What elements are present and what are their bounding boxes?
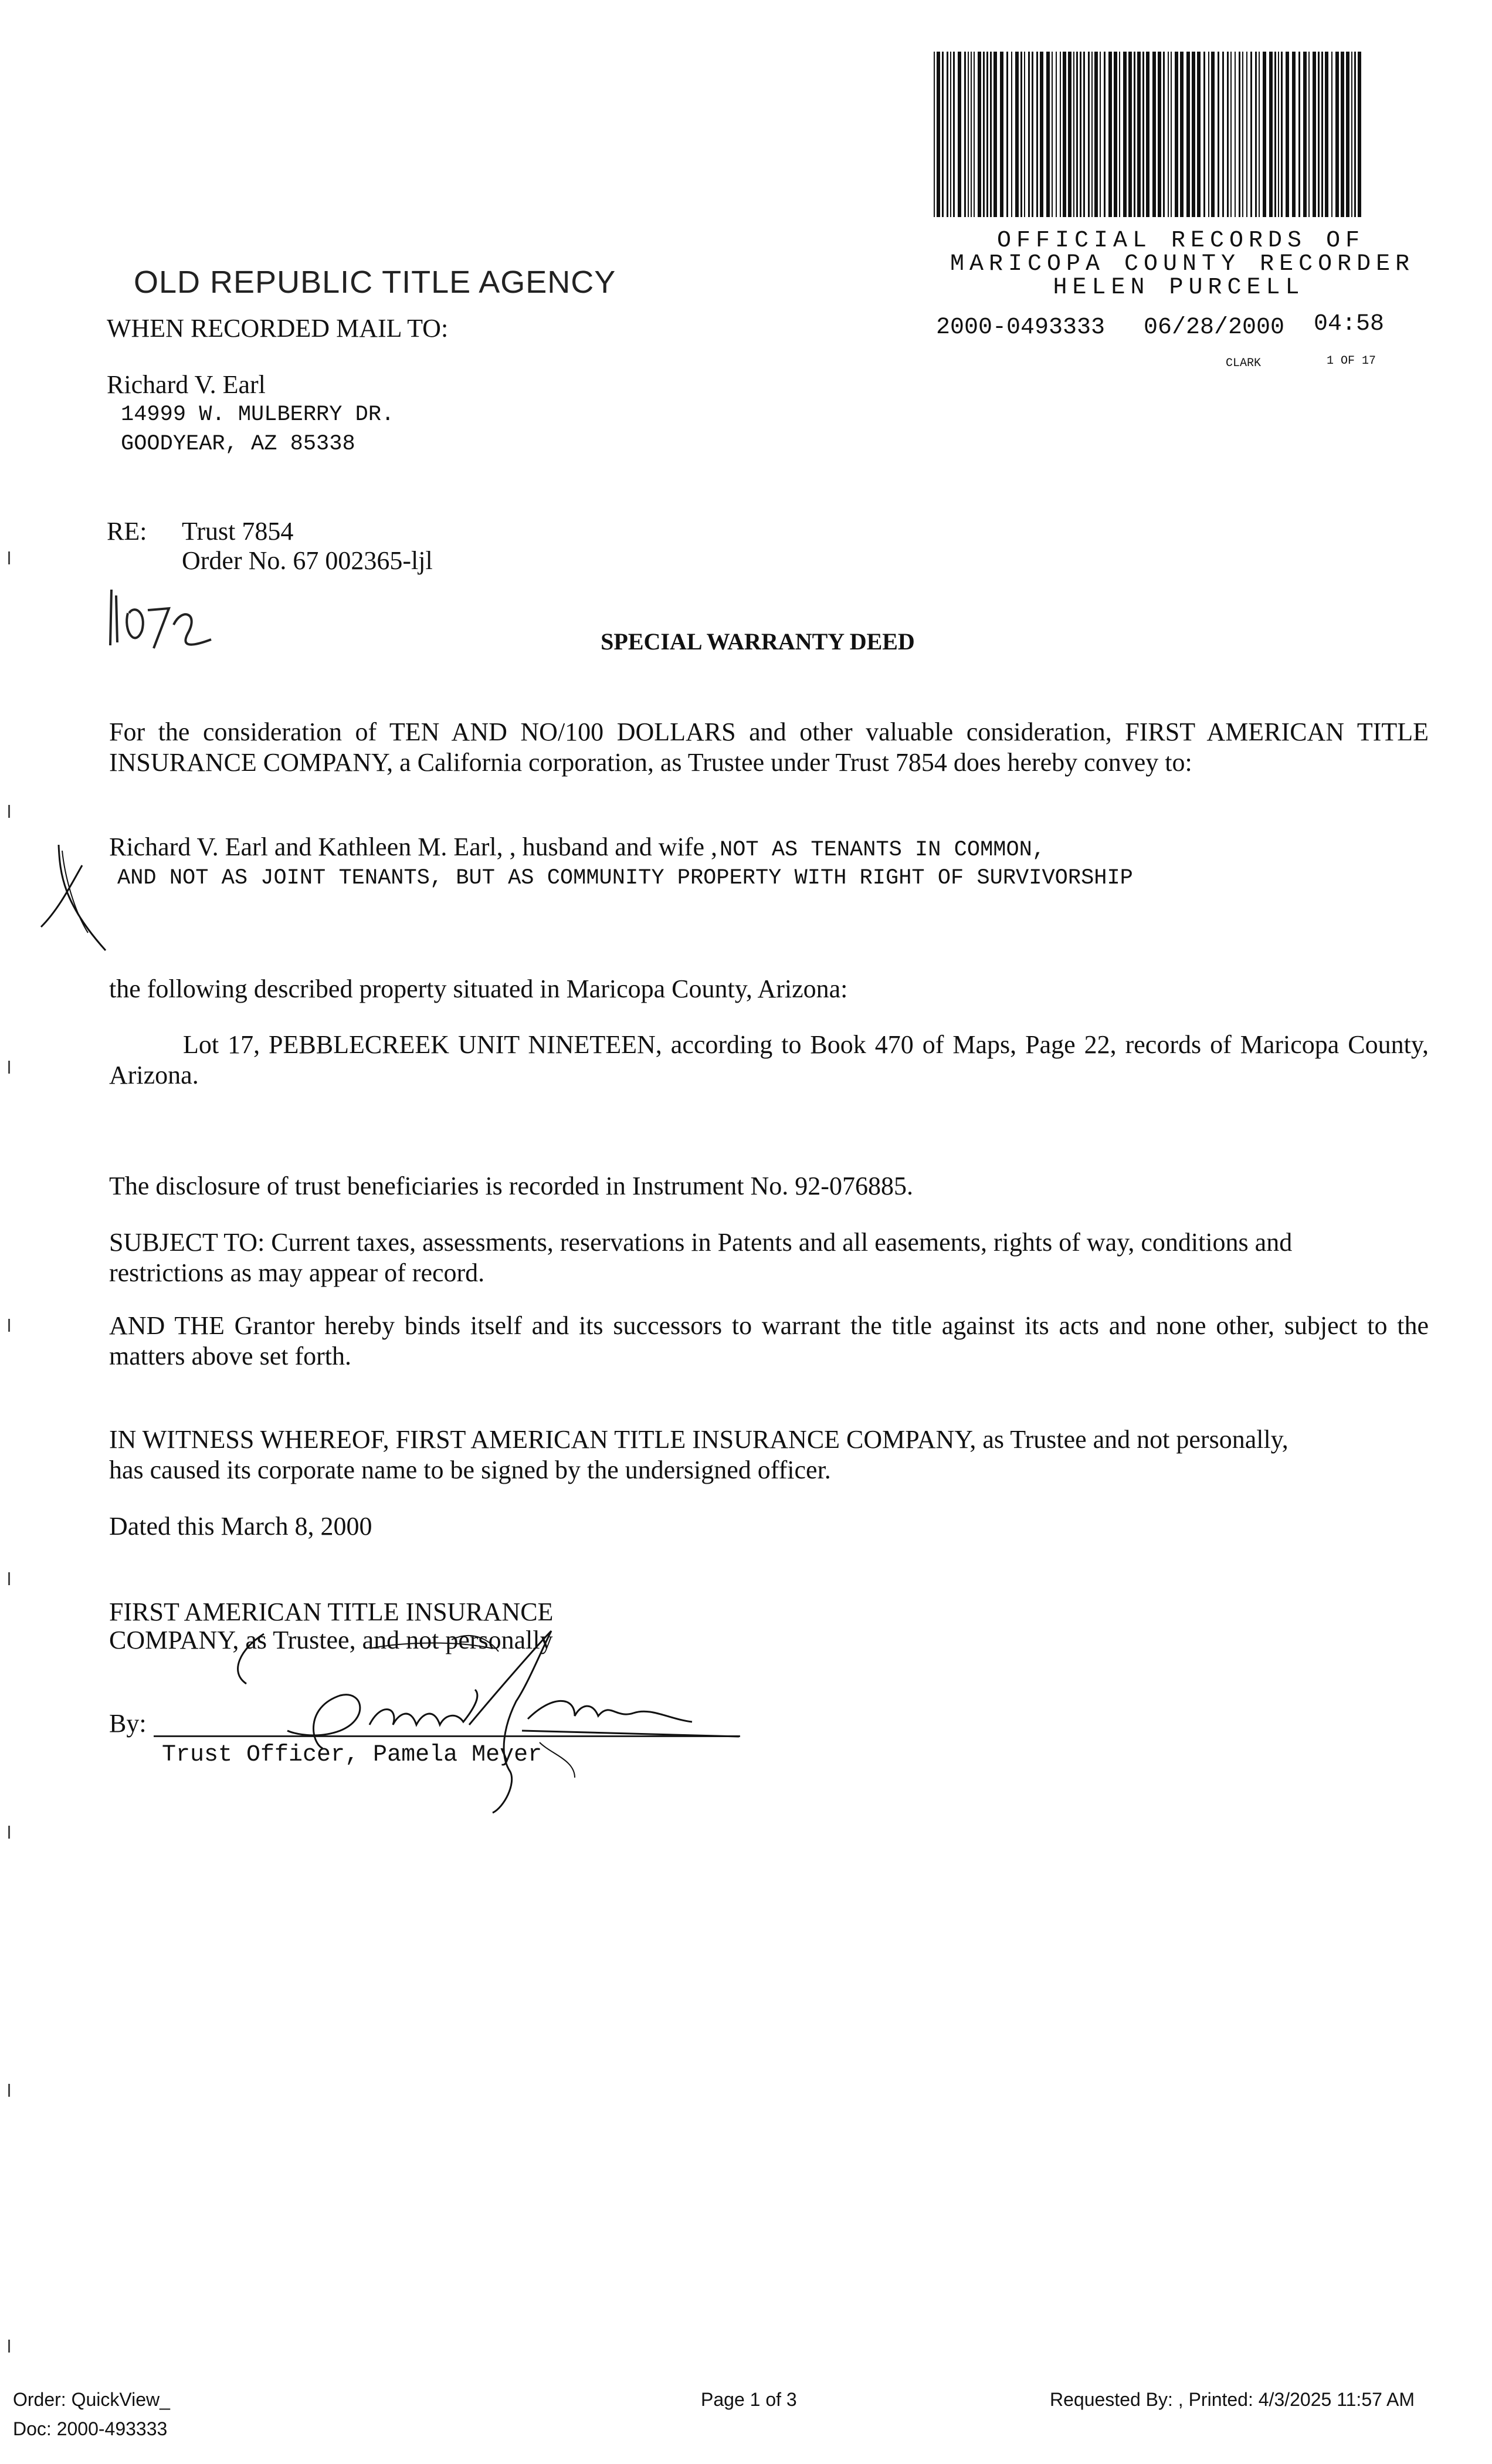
recorder-line-3: HELEN PURCELL [1053,275,1305,301]
disclosure-paragraph: The disclosure of trust beneficiaries is recorded in Instrument No. 92-076885. [109,1172,913,1200]
re-label: RE: [107,517,147,546]
recording-date: 06/28/2000 [1144,314,1285,341]
officer-name: Trust Officer, Pamela Meyer [162,1742,542,1768]
company-line-2: COMPANY, as Trustee, and not personally [109,1626,553,1654]
margin-tick [8,1572,10,1585]
footer-requested: Requested By: , Printed: 4/3/2025 11:57 AM [1050,2389,1415,2410]
agency-stamp: OLD REPUBLIC TITLE AGENCY [134,265,616,300]
footer-order: Order: QuickView_ [13,2389,170,2410]
margin-tick [8,2340,10,2353]
recording-time: 04:58 [1314,311,1385,337]
grantees [109,832,1045,864]
witness-paragraph: IN WITNESS WHEREOF, FIRST AMERICAN TITLE INSURANCE COMPANY, as Trustee and not personally, has caused its corporate name to be signed by the undersigned officer. [109,1425,1288,1484]
margin-x-mark [18,839,111,956]
clerk-label: CLARK [1226,357,1262,370]
grantees-tenancy-1: NOT AS TENANTS IN COMMON, [720,838,1046,862]
margin-tick [8,1319,10,1332]
grantees-names: Richard V. Earl and Kathleen M. Earl, , husband and wife , [109,832,717,861]
property-intro: the following described property situated in Maricopa County, Arizona: [109,974,848,1003]
grantees-tenancy-2: AND NOT AS JOINT TENANTS, BUT AS COMMUNITY PROPERTY WITH RIGHT OF SURVIVORSHIP [117,866,1133,891]
company-line-1: FIRST AMERICAN TITLE INSURANCE [109,1597,554,1626]
page-count-stamp: 1 OF 17 [1327,354,1376,368]
handwritten-signature [223,1607,739,1819]
margin-tick [8,1061,10,1074]
by-label: By: [109,1709,147,1738]
footer-doc: Doc: 2000-493333 [13,2418,168,2439]
margin-tick [8,551,10,564]
addressee-street: 14999 W. MULBERRY DR. [121,402,395,427]
footer-page: Page 1 of 3 [701,2389,797,2410]
margin-tick [8,805,10,818]
order-reference: Order No. 67 002365-ljl [182,546,433,575]
legal-description: Lot 17, PEBBLECREEK UNIT NINETEEN, according to Book 470 of Maps, Page 22, records of Maricopa County, Arizona. [109,1030,1429,1089]
consideration-paragraph: For the consideration of TEN AND NO/100 DOLLARS and other valuable consideration, FIRST AMERICAN TITLE INSURANCE COMPANY, a California corporation, as Trustee under Trust 7854 does hereby convey to: [109,717,1429,777]
trust-reference: Trust 7854 [182,517,294,546]
document-title: SPECIAL WARRANTY DEED [601,628,915,655]
barcode [931,52,1368,217]
addressee-city: GOODYEAR, AZ 85338 [121,432,355,456]
addressee-name: Richard V. Earl [107,370,266,399]
subject-to-paragraph: SUBJECT TO: Current taxes, assessments, reservations in Patents and all easements, rights of way, conditions and restrictions as may appear of record. [109,1228,1293,1287]
recorder-line-2: MARICOPA COUNTY RECORDER [950,251,1415,277]
margin-tick [8,2084,10,2097]
warranty-paragraph: AND THE Grantor hereby binds itself and its successors to warrant the title against its acts and none other, subject to the matters above set forth. [109,1311,1429,1370]
margin-tick [8,1826,10,1839]
dated-line: Dated this March 8, 2000 [109,1512,372,1541]
recorder-line-1: OFFICIAL RECORDS OF [997,228,1365,254]
mail-to-label: WHEN RECORDED MAIL TO: [107,314,449,343]
recording-doc-number: 2000-0493333 [936,314,1106,341]
